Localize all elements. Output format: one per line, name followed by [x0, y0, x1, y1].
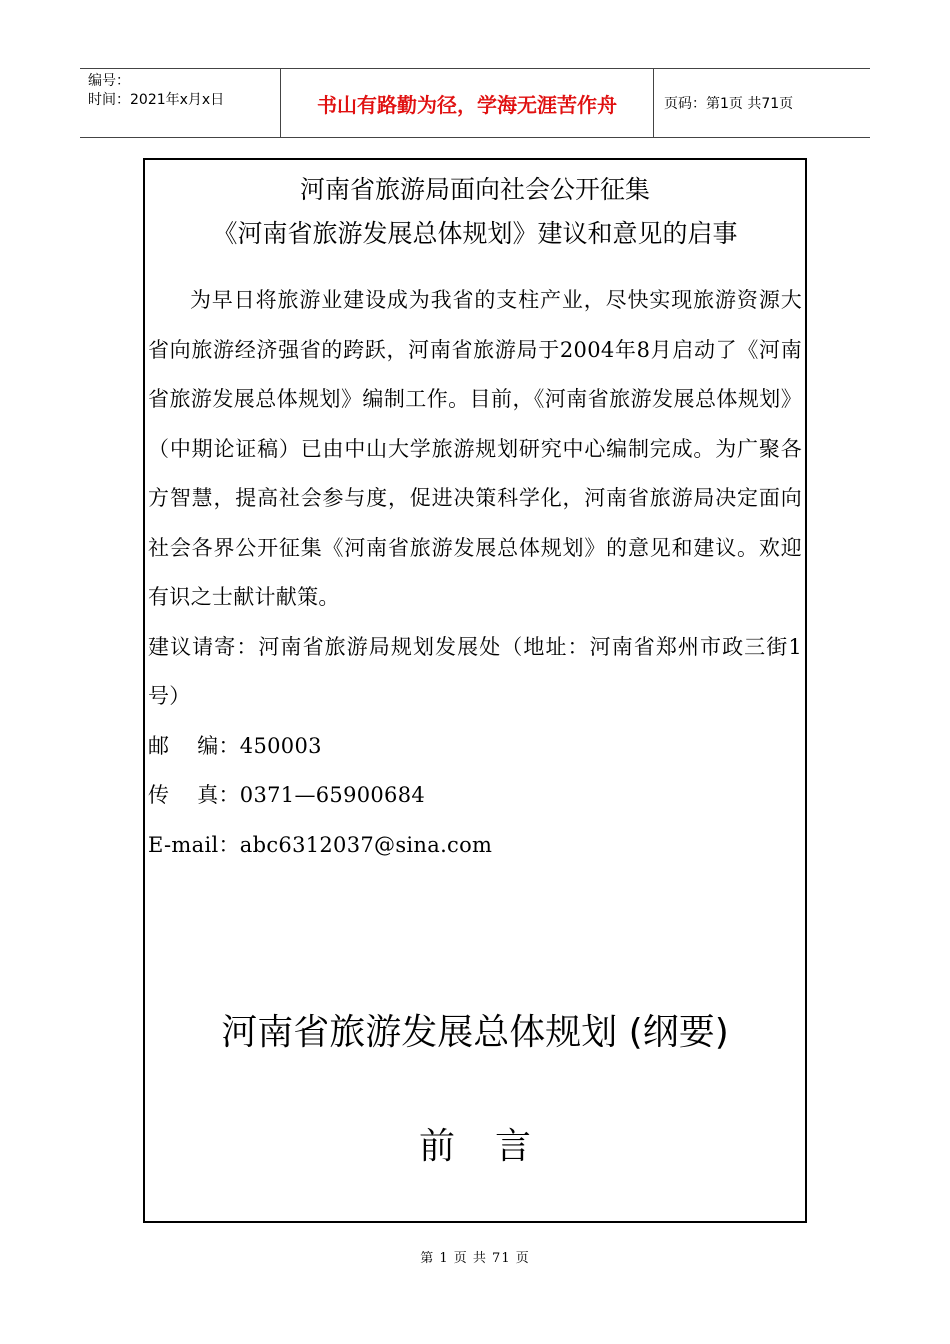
notice-title-line1: 河南省旅游局面向社会公开征集	[299, 175, 650, 204]
email-line: E-mail：abc6312037@sina.com	[148, 832, 493, 857]
address-line: 建议请寄：河南省旅游局规划发展处（地址：河南省郑州市政三街1号）	[148, 634, 802, 708]
number-label: 编号：	[88, 73, 130, 89]
page-footer: 第 1 页 共 71 页	[420, 1251, 530, 1266]
notice-body	[145, 276, 805, 870]
header-meta	[80, 69, 281, 137]
content-box	[143, 158, 807, 1223]
postcode-line: 邮 编：450003	[148, 733, 322, 758]
plan-title: 河南省旅游发展总体规划 (纲要)	[221, 1012, 729, 1053]
fax-line: 传 真：0371—65900684	[148, 783, 426, 807]
notice-title-line2: 《河南省旅游发展总体规划》建议和意见的启事	[212, 219, 738, 248]
header-page-info: 页码：第1页 共71页	[664, 96, 794, 112]
page-header	[80, 68, 870, 138]
header-motto: 书山有路勤为径，学海无涯苦作舟	[281, 69, 654, 137]
notice-title	[145, 168, 805, 256]
preface-title: 前言	[418, 1126, 571, 1167]
date-line: 时间：2021年x月x日	[88, 92, 225, 108]
notice-paragraph: 为早日将旅游业建设成为我省的支柱产业，尽快实现旅游资源大省向旅游经济强省的跨跃，河南省旅游局于2004年8月启动了《河南省旅游发展总体规划》编制工作。目前，《河南省旅游发展总体规划》（中期论证稿）已由中山大学旅游规划研究中心编制完成。为广聚各方智慧，提高社会参与度，促进决策科学化，河南省旅游局决定面向社会各界公开征集《河南省旅游发展总体规划》的意见和建议。欢迎有识之士献计献策。	[148, 288, 802, 609]
